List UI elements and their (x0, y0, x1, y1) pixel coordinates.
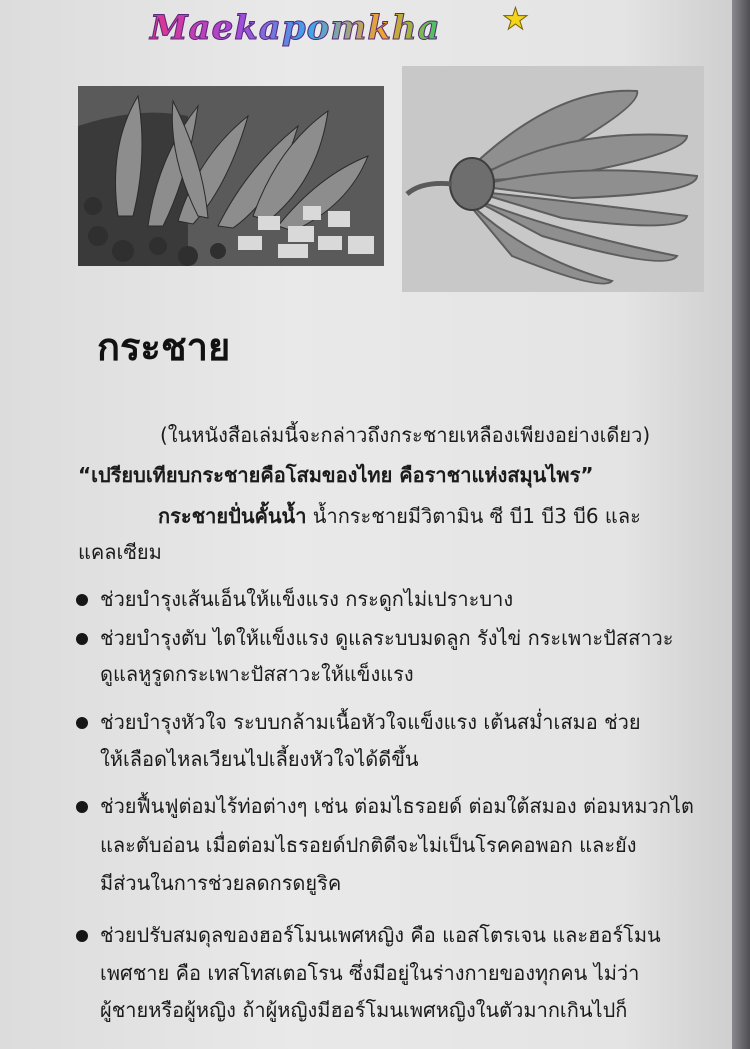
bullet-text: ช่วยปรับสมดุลของฮอร์โมนเพศหญิง คือ แอสโตรเจน และฮอร์โมน (100, 923, 661, 947)
bullet-text: ผู้ชายหรือผู้หญิง ถ้าผู้หญิงมีฮอร์โมนเพศหญิงในตัวมากเกินไปก็ (100, 998, 628, 1022)
bullet-icon (76, 801, 88, 813)
bullet-text: มีส่วนในการช่วยลดกรดยูริค (100, 871, 342, 895)
bullet-text: และตับอ่อน เมื่อต่อมไธรอยด์ปกติดีจะไม่เป็นโรคคอพอก และยัง (100, 833, 637, 857)
page-title: กระชาย (97, 325, 231, 369)
bullet-text: ช่วยบำรุงเส้นเอ็นให้แข็งแรง กระดูกไม่เปราะบาง (100, 587, 514, 611)
intro-continuation: แคลเซียม (78, 540, 162, 564)
intro-paragraph (158, 502, 641, 530)
bullet-text: เพศชาย คือ เทสโทสเตอโรน ซึ่งมีอยู่ในร่างกายของทุกคน ไม่ว่า (100, 961, 640, 985)
bullet-text: ให้เลือดไหลเวียนไปเลี้ยงหัวใจได้ดีขึ้น (100, 747, 419, 771)
star-icon: ★ (502, 2, 529, 37)
bullet-text: ช่วยบำรุงหัวใจ ระบบกล้ามเนื้อหัวใจแข็งแรง เต้นสม่ำเสมอ ช่วย (100, 710, 641, 734)
bullet-icon (76, 930, 88, 942)
kra-chai-root-photo (402, 66, 704, 292)
bullet-text: ช่วยฟื้นฟูต่อมไร้ท่อต่างๆ เช่น ต่อมไธรอยด์ ต่อมใต้สมอง ต่อมหมวกไต (100, 794, 694, 818)
scope-note: (ในหนังสือเล่มนี้จะกล่าวถึงกระชายเหลืองเพียงอย่างเดียว) (160, 423, 651, 447)
bullet-icon (76, 717, 88, 729)
book-spine-edge (732, 0, 750, 1049)
logo-text: Maekapomkha (150, 8, 441, 48)
kra-chai-plant-photo (78, 86, 384, 266)
bullet-text: ดูแลหูรูดกระเพาะปัสสาวะให้แข็งแรง (100, 662, 414, 686)
site-logo (150, 2, 540, 70)
headline-quote: “เปรียบเทียบกระชายคือโสมของไทย คือราชาแห่งสมุนไพร” (78, 463, 594, 487)
intro-bold: กระชายปั่นคั้นน้ำ (158, 504, 307, 528)
bullet-text: ช่วยบำรุงตับ ไตให้แข็งแรง ดูแลระบบมดลูก รังไข่ กระเพาะปัสสาวะ (100, 626, 674, 650)
bullet-icon (76, 633, 88, 645)
bullet-icon (76, 594, 88, 606)
intro-text: น้ำกระชายมีวิตามิน ซี บี1 บี3 บี6 และ (312, 504, 641, 528)
